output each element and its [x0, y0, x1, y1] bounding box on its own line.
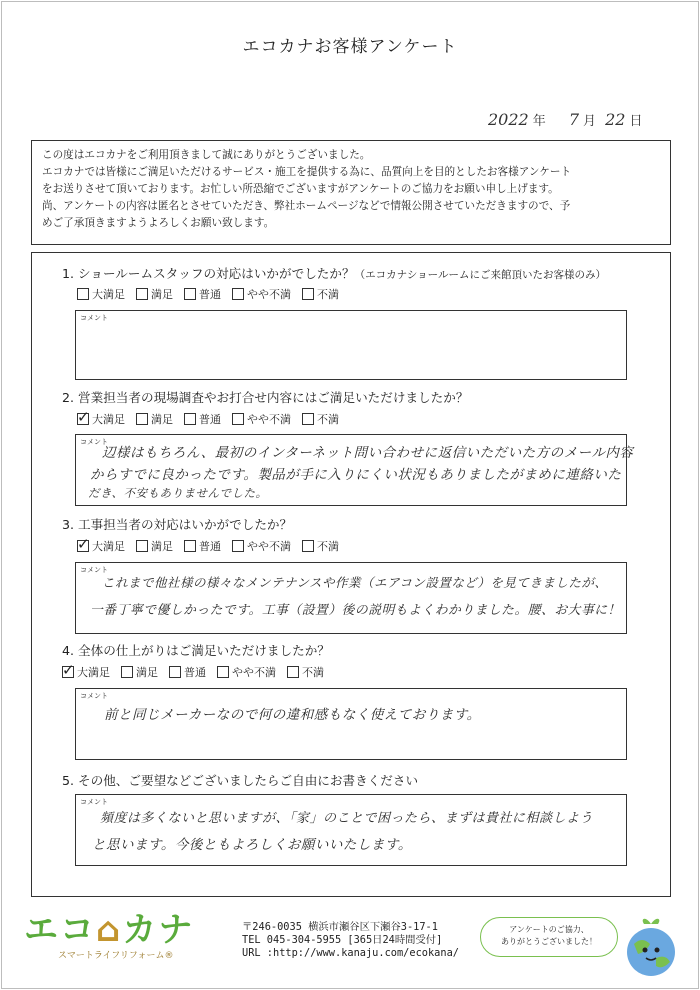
option-somewhat-dissatisfied[interactable]: やや不満: [232, 538, 291, 554]
bubble-line: アンケートのご協力、: [509, 925, 589, 934]
question-2: 2. 営業担当者の現場調査やお打合せ内容にはご満足いただけましたか？: [62, 390, 469, 405]
date-month: 7: [568, 110, 580, 129]
option-neutral[interactable]: 普通: [184, 411, 221, 427]
option-somewhat-dissatisfied[interactable]: やや不満: [217, 664, 276, 680]
checkbox[interactable]: [287, 666, 299, 678]
intro-line: エコカナでは皆様にご満足いただけるサービス・施工を提供する為に、品質向上を目的としたお客様アンケート: [42, 166, 572, 178]
handwritten-comment-line: これまで他社様の様々なメンテナンスや作業（エアコン設置など）を見てきましたが、: [102, 575, 608, 590]
comment-label: コメント: [80, 798, 108, 806]
comment-box-1[interactable]: [75, 310, 627, 380]
checkbox-checked[interactable]: [77, 540, 89, 552]
option-very-satisfied[interactable]: 大満足: [77, 286, 125, 302]
comment-label: コメント: [80, 314, 108, 322]
checkbox-checked[interactable]: [77, 413, 89, 425]
handwritten-comment-line: 前と同じメーカーなので何の違和感もなく使えております。: [104, 707, 481, 723]
ecokana-logo: [24, 912, 194, 961]
option-neutral[interactable]: 普通: [169, 664, 206, 680]
option-satisfied[interactable]: 満足: [121, 664, 158, 680]
date-year: 2022: [488, 110, 529, 129]
option-satisfied[interactable]: 満足: [136, 411, 173, 427]
intro-line: をお送りさせて頂いております。お忙しい所恐縮でございますがアンケートのご協力をお願い申し上げます。: [42, 183, 559, 195]
rating-options-2: [77, 411, 350, 427]
telephone: TEL 045-304-5955 [365日24時間受付]: [242, 934, 443, 946]
option-very-satisfied[interactable]: ✓ 大満足: [77, 411, 125, 427]
checkbox[interactable]: [169, 666, 181, 678]
option-neutral[interactable]: 普通: [184, 538, 221, 554]
intro-box: [31, 140, 671, 245]
question-3: 3. 工事担当者の対応はいかがでしたか？: [62, 517, 293, 532]
date-month-unit: 月: [583, 114, 597, 129]
comment-label: コメント: [80, 438, 108, 446]
checkbox[interactable]: [232, 288, 244, 300]
question-1-note: （エコカナショールームにご来館頂いたお客様のみ）: [354, 269, 606, 281]
intro-line: めご了承頂きますようよろしくお願い致します。: [42, 217, 275, 229]
option-very-satisfied[interactable]: ✓ 大満足: [77, 538, 125, 554]
address: 〒246-0035 横浜市瀬谷区下瀬谷3-17-1: [242, 921, 438, 933]
checkbox[interactable]: [184, 413, 196, 425]
comment-box-2[interactable]: [75, 434, 634, 506]
handwritten-comment-line: からすでに良かったです。製品が手に入りにくい状況もありましたがまめに連絡いた: [90, 467, 622, 483]
question-4: 4. 全体の仕上がりはご満足いただけましたか？: [62, 643, 330, 658]
checkbox[interactable]: [184, 540, 196, 552]
date-day: 22: [605, 110, 626, 129]
checkbox[interactable]: [302, 413, 314, 425]
intro-line: この度はエコカナをご利用頂きまして誠にありがとうございました。: [42, 149, 371, 161]
thank-you-bubble: [480, 917, 618, 957]
handwritten-comment-line: 一番丁寧で優しかったです。工事（設置）後の説明もよくわかりました。腰、お大事に！: [90, 603, 621, 618]
checkbox[interactable]: [184, 288, 196, 300]
option-dissatisfied[interactable]: 不満: [287, 664, 324, 680]
comment-box-3[interactable]: [75, 562, 627, 634]
checkbox-checked[interactable]: [62, 666, 74, 678]
company-contact: [242, 921, 459, 960]
checkbox[interactable]: [121, 666, 133, 678]
question-5: 5. その他、ご要望などございましたらご自由にお書きください: [62, 773, 419, 788]
option-somewhat-dissatisfied[interactable]: やや不満: [232, 286, 291, 302]
question-1: 1. ショールームスタッフの対応はいかがでしたか？（エコカナショールームにご来館頂いたお客様のみ）: [62, 266, 606, 281]
date-year-unit: 年: [532, 114, 546, 129]
option-neutral[interactable]: 普通: [184, 286, 221, 302]
option-somewhat-dissatisfied[interactable]: やや不満: [232, 411, 291, 427]
checkbox[interactable]: [232, 540, 244, 552]
rating-options-3: [77, 538, 350, 554]
checkbox[interactable]: [77, 288, 89, 300]
option-dissatisfied[interactable]: 不満: [302, 411, 339, 427]
checkbox[interactable]: [217, 666, 229, 678]
logo-wordmark: エコ⌂カナ: [24, 910, 195, 950]
checkbox[interactable]: [302, 288, 314, 300]
survey-date: [488, 110, 647, 129]
option-satisfied[interactable]: 満足: [136, 286, 173, 302]
date-day-unit: 日: [629, 114, 643, 129]
rating-options-4: [62, 664, 335, 680]
survey-title: エコカナお客様アンケート: [242, 37, 458, 57]
comment-label: コメント: [80, 692, 108, 700]
website-url[interactable]: URL :http://www.kanaju.com/ecokana/: [242, 947, 459, 959]
rating-options-1: [77, 286, 350, 302]
handwritten-comment-line: だき、不安もありませんでした。: [88, 486, 268, 500]
logo-tagline: スマートライフリフォーム®: [58, 951, 174, 961]
handwritten-comment-line: 辺様はもちろん、最初のインターネット問い合わせに返信いただいた方のメール内容: [102, 445, 634, 461]
handwritten-comment-line: 頻度は多くないと思いますが、「家」のことで困ったら、まずは貴社に相談しよう: [100, 811, 594, 826]
comment-label: コメント: [80, 566, 108, 574]
bubble-line: ありがとうございました！: [501, 937, 597, 946]
checkbox[interactable]: [302, 540, 314, 552]
checkbox[interactable]: [136, 540, 148, 552]
comment-box-4[interactable]: [75, 688, 627, 760]
checkbox[interactable]: [232, 413, 244, 425]
option-very-satisfied[interactable]: ✓ 大満足: [62, 664, 110, 680]
intro-line: 尚、アンケートの内容は匿名とさせていただき、弊社ホームページなどで情報公開させていただきますので、予: [42, 200, 571, 212]
handwritten-comment-line: と思います。今後ともよろしくお願いいたします。: [92, 837, 412, 853]
checkbox[interactable]: [136, 288, 148, 300]
comment-box-5[interactable]: [75, 794, 627, 866]
checkbox[interactable]: [136, 413, 148, 425]
option-dissatisfied[interactable]: 不満: [302, 286, 339, 302]
option-satisfied[interactable]: 満足: [136, 538, 173, 554]
house-icon: ⌂: [96, 910, 123, 950]
option-dissatisfied[interactable]: 不満: [302, 538, 339, 554]
earth-mascot-icon: [620, 914, 682, 984]
